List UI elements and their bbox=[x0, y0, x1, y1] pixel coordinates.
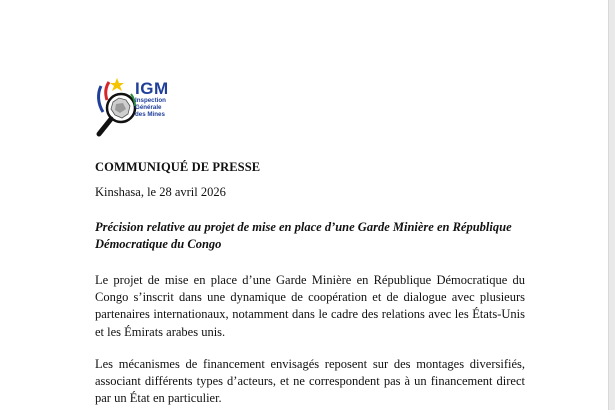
page-edge-shadow bbox=[608, 0, 615, 410]
press-release-heading: COMMUNIQUÉ DE PRESSE bbox=[95, 160, 261, 174]
logo-subtitle-line: Générale bbox=[135, 104, 162, 111]
logo-text bbox=[135, 80, 195, 118]
body-paragraph: Le projet de mise en place d’une Garde Minière en République Démocratique du Congo s’inscrit dans une dynamique de coopération et de dialogue avec plusieurs partenaires internationaux, notamment dans le cadre des relations avec les États-Unis et les Émirats arabes unis. bbox=[95, 273, 525, 339]
dateline: Kinshasa, le 28 avril 2026 bbox=[95, 185, 226, 199]
logo-subtitle-line: des Mines bbox=[135, 111, 165, 118]
subject-line: Précision relative au projet de mise en place d’une Garde Minière en République Démocratique du Congo bbox=[95, 220, 512, 251]
igm-logo bbox=[95, 74, 195, 140]
body-paragraph: Les mécanismes de financement envisagés reposent sur des montages diversifiés, associant différents types d’acteurs, et ne correspondent pas à un financement direct par un État en particulier. bbox=[95, 357, 525, 406]
logo-subtitle-line: Inspection bbox=[135, 97, 166, 104]
logo-acronym: IGM bbox=[135, 79, 169, 98]
